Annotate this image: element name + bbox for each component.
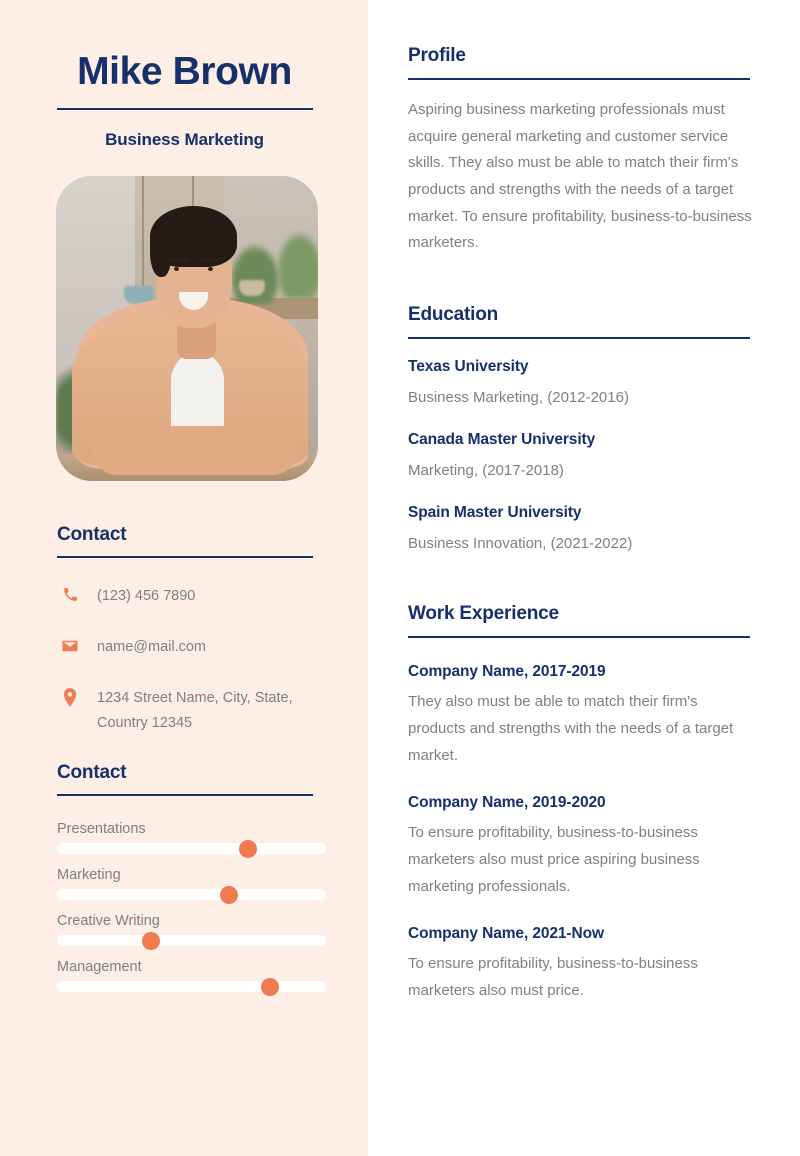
skill-item (57, 913, 311, 946)
photo-eyebrow-right (200, 258, 221, 261)
skill-label: Creative Writing (57, 913, 160, 930)
photo-pendant-cord-a (142, 176, 144, 292)
education-entry (408, 431, 756, 485)
photo-eyebrow-left (169, 258, 190, 261)
page-title: Mike Brown (77, 50, 292, 93)
name-divider (57, 108, 313, 110)
education-section (408, 304, 756, 557)
photo-arms (93, 426, 297, 475)
contact-item-phone[interactable] (57, 584, 311, 610)
profile-heading: Profile (408, 45, 466, 66)
skill-slider-track[interactable] (57, 981, 326, 992)
contact-email-value: name@mail.com (97, 638, 206, 655)
skill-label: Presentations (57, 821, 146, 838)
education-detail: Business Innovation, (2021-2022) (408, 534, 633, 552)
skill-slider-knob[interactable] (220, 886, 238, 904)
education-detail: Marketing, (2017-2018) (408, 461, 564, 479)
skill-slider-knob[interactable] (142, 932, 160, 950)
contact-item-address[interactable] (57, 686, 311, 738)
contact-phone-value: (123) 456 7890 (97, 587, 196, 604)
skill-item (57, 821, 311, 854)
job-title: Business Marketing (105, 129, 264, 149)
contact-section (0, 524, 368, 737)
work-description: To ensure profitability, business-to-business marketers also must price. (408, 955, 698, 999)
skills-list (57, 821, 311, 992)
skill-item (57, 867, 311, 900)
photo-sideburn (150, 228, 171, 277)
work-entry (408, 663, 756, 769)
envelope-icon (57, 635, 83, 655)
contact-item-email[interactable] (57, 635, 311, 661)
education-heading: Education (408, 304, 499, 326)
education-school: Canada Master University (408, 430, 596, 448)
contact-divider (57, 556, 313, 558)
skill-item (57, 959, 311, 992)
education-school: Spain Master University (408, 503, 582, 521)
work-heading: Work Experience (408, 603, 559, 625)
contact-address-value: 1234 Street Name, City, State, Country 12345 (97, 689, 293, 732)
skill-slider-knob[interactable] (239, 840, 257, 858)
skill-slider-track[interactable] (57, 889, 326, 900)
main-content (368, 0, 800, 1156)
education-entry (408, 504, 756, 558)
skill-slider-track[interactable] (57, 843, 326, 854)
skills-section (0, 762, 368, 992)
work-experience-section (408, 603, 756, 1005)
work-entry (408, 794, 756, 900)
contact-list (57, 584, 311, 737)
work-description: They also must be able to match their firm's products and strengths with the needs of a target market. (408, 693, 734, 764)
skills-heading: Contact (57, 762, 127, 784)
profile-text: Aspiring business marketing professionals must acquire general marketing and customer service skills. They also must be able to match their firm's products and strengths with the needs of a target market. To ensure profitability, business-to-business marketers. (408, 101, 752, 252)
work-description: To ensure profitability, business-to-business marketers also must price aspiring business marketing professionals. (408, 824, 700, 895)
skill-label: Management (57, 959, 142, 976)
education-school: Texas University (408, 358, 529, 376)
location-pin-icon (57, 686, 83, 707)
name-block (0, 0, 368, 150)
education-entry (408, 358, 756, 412)
work-entry (408, 925, 756, 1004)
skills-divider (57, 794, 313, 796)
work-title: Company Name, 2021-Now (408, 925, 604, 943)
photo-lamp-b (239, 280, 265, 296)
skill-slider-track[interactable] (57, 935, 326, 946)
work-divider (408, 636, 750, 638)
phone-icon (57, 584, 83, 603)
education-divider (408, 337, 750, 339)
education-detail: Business Marketing, (2012-2016) (408, 389, 629, 407)
skill-label: Marketing (57, 867, 121, 884)
sidebar (0, 0, 368, 1156)
work-title: Company Name, 2019-2020 (408, 794, 606, 812)
skill-slider-knob[interactable] (261, 978, 279, 996)
contact-heading: Contact (57, 523, 127, 545)
profile-photo (56, 176, 318, 481)
profile-divider (408, 78, 750, 80)
work-title: Company Name, 2017-2019 (408, 663, 606, 681)
photo-plant-two (276, 231, 318, 298)
profile-section (408, 45, 756, 257)
